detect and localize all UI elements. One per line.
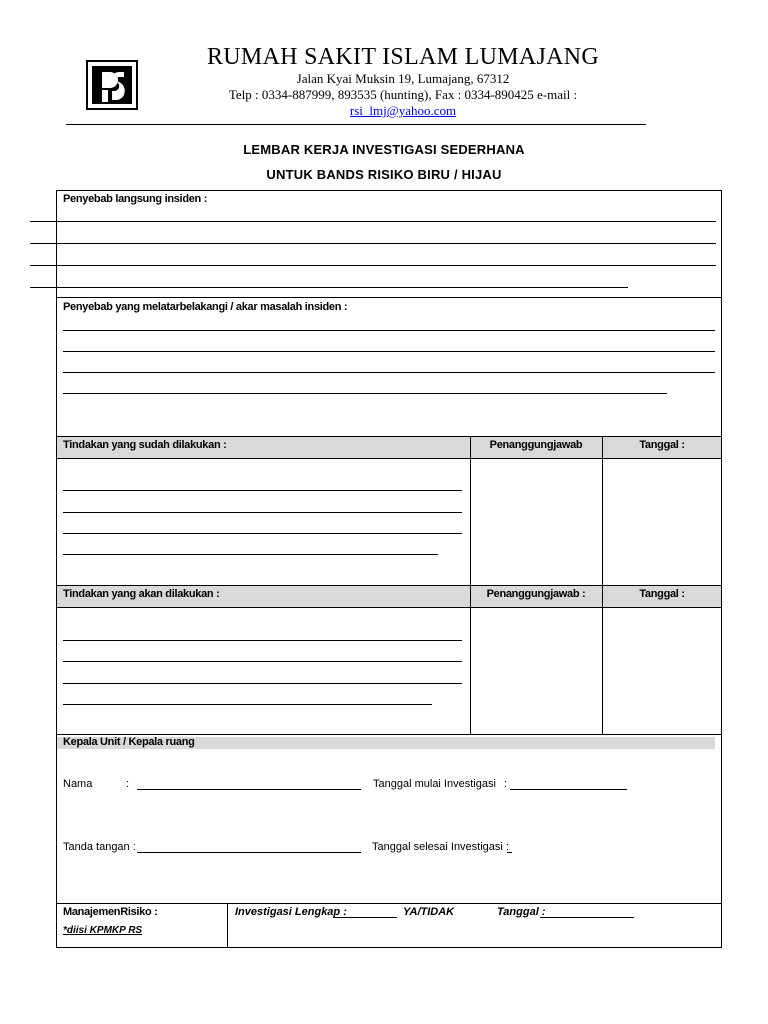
root-cause-line-3[interactable] [63,372,715,373]
actions-done-line-1[interactable] [63,490,462,491]
investigation-complete-field[interactable] [333,917,397,918]
direct-cause-line-4[interactable] [30,287,628,288]
section-divider [56,903,722,904]
hospital-address: Jalan Kyai Muksin 19, Lumajang, 67312 [296,71,510,86]
direct-cause-line-3[interactable] [30,265,716,266]
actions-planned-line-4[interactable] [63,704,432,705]
actions-done-line-3[interactable] [63,533,462,534]
signature-field[interactable] [137,852,361,853]
actions-done-resp-label: Penanggungjawab [489,439,583,451]
footer-date-label: Tanggal : [497,906,546,918]
name-field[interactable] [137,789,361,790]
actions-done-line-4[interactable] [63,554,438,555]
unit-head-label: Kepala Unit / Kepala ruang [63,736,195,748]
end-date-field[interactable] [507,852,512,853]
root-cause-label: Penyebab yang melatarbelakangi / akar masalah insiden : [63,301,348,313]
actions-planned-date-cell[interactable] [603,608,721,734]
section-divider [56,297,722,298]
actions-planned-line-1[interactable] [63,640,462,641]
root-cause-line-2[interactable] [63,351,715,352]
actions-planned-label: Tindakan yang akan dilakukan : [63,588,220,600]
actions-done-line-2[interactable] [63,512,462,513]
actions-done-date-cell[interactable] [603,459,721,585]
actions-planned-date-label: Tanggal : [639,588,685,600]
root-cause-line-1[interactable] [63,330,715,331]
actions-planned-resp-cell[interactable] [471,608,602,734]
filled-by-note: *diisi KPMKP RS [63,925,143,936]
actions-planned-line-2[interactable] [63,661,462,662]
section-divider [56,734,722,735]
ya-tidak-label: YA/TIDAK [403,906,455,918]
actions-planned-resp-label: Penanggungjawab : [486,588,586,600]
hospital-name: RUMAH SAKIT ISLAM LUMAJANG [206,44,600,70]
column-divider [227,903,228,948]
investigation-complete-label: Investigasi Lengkap : [235,906,347,918]
hospital-contact: Telp : 0334-887999, 893535 (hunting), Fax : 0334-890425 e-mail : [228,87,578,102]
form-title-line2: UNTUK BANDS RISIKO BIRU / HIJAU [266,167,502,182]
start-date-colon: : [504,778,508,790]
actions-done-label: Tindakan yang sudah dilakukan : [63,439,227,451]
direct-cause-line-1[interactable] [30,221,716,222]
hospital-email-link[interactable]: rsi_lmj@yahoo.com [349,103,457,118]
start-date-label: Tanggal mulai Investigasi [373,778,496,790]
section-divider [56,585,722,586]
name-label: Nama [63,778,93,790]
direct-cause-label: Penyebab langsung insiden : [63,193,208,205]
signature-label: Tanda tangan : [63,841,136,853]
actions-done-resp-cell[interactable] [471,459,602,585]
actions-done-date-label: Tanggal : [639,439,685,451]
form-title-line1: LEMBAR KERJA INVESTIGASI SEDERHANA [243,142,525,157]
direct-cause-line-2[interactable] [30,243,716,244]
end-date-label: Tanggal selesai Investigasi : [372,841,509,853]
start-date-field[interactable] [510,789,627,790]
section-divider [56,436,722,437]
actions-planned-line-3[interactable] [63,683,462,684]
header-divider [66,124,646,125]
risk-management-label: ManajemenRisiko : [63,906,158,918]
footer-date-field[interactable] [540,917,634,918]
name-colon: : [126,778,130,790]
hospital-email-row [0,103,768,119]
root-cause-line-4[interactable] [63,393,667,394]
